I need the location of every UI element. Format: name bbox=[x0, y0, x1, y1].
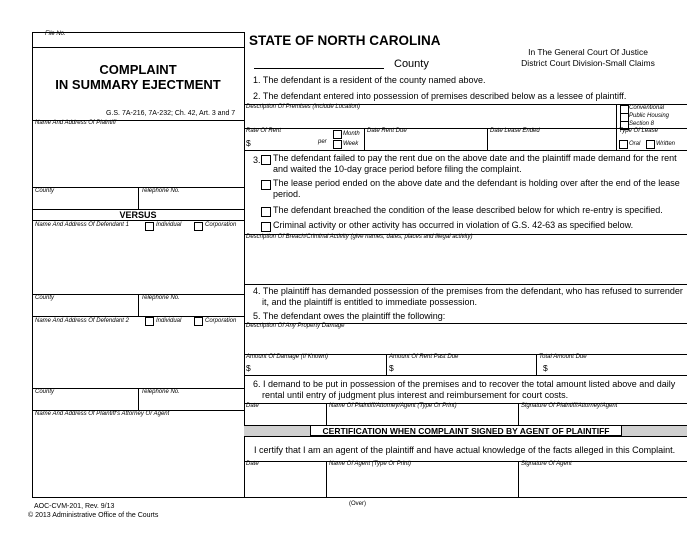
amount-damage-label: Amount Of Damage (If Known) bbox=[246, 354, 329, 360]
oral-label: Oral bbox=[629, 141, 641, 147]
section8-label: Section 8 bbox=[629, 121, 655, 127]
over-label: (Over) bbox=[349, 501, 366, 507]
item4-line1: 4. The plaintiff has demanded possession of the premises from the defendant, who has refused to surrender bbox=[253, 286, 683, 296]
plaintiff-name-print-label: Name Of Plaintiff/Attorney/Agent (Type Or Print) bbox=[329, 403, 457, 409]
item3b-checkbox[interactable] bbox=[261, 180, 271, 190]
file-no-label: File No. bbox=[45, 31, 66, 37]
amount-rent-label: Amount Of Rent Past Due bbox=[389, 354, 459, 360]
month-checkbox[interactable] bbox=[333, 130, 342, 139]
item3a-line2: and waited the 10-day grace period before filing the complaint. bbox=[273, 164, 522, 174]
plaintiff-name-label: Name And Address Of Plaintiff bbox=[35, 120, 116, 126]
certification-text: I certify that I am an agent of the plaintiff and have actual knowledge of the facts alleged in this Complaint. bbox=[254, 445, 676, 455]
plaintiff-date-label: Date bbox=[246, 403, 259, 409]
versus-label: VERSUS bbox=[119, 210, 157, 220]
breach-description-label: Description Of Breach/Criminal Activity (give names, dates, places and illegal activity) bbox=[246, 234, 473, 240]
defendant1-telephone-label: Telephone No. bbox=[141, 295, 180, 301]
item3c-checkbox[interactable] bbox=[261, 207, 271, 217]
date-rent-due-label: Date Rent Due bbox=[367, 128, 407, 134]
form-title-line2: IN SUMMARY EJECTMENT bbox=[55, 77, 221, 92]
item3a-checkbox[interactable] bbox=[261, 155, 271, 165]
state-heading: STATE OF NORTH CAROLINA bbox=[249, 33, 441, 48]
item3c-text: The defendant breached the condition of the lease described below for which re-entry is specified. bbox=[273, 205, 663, 215]
defendant2-corporation-label: Corporation bbox=[205, 318, 237, 324]
week-label: Week bbox=[343, 141, 359, 147]
court-line1: In The General Court Of Justice bbox=[528, 47, 648, 57]
plaintiff-signature-label: Signature Of Plaintiff/Attorney/Agent bbox=[521, 403, 618, 409]
defendant2-label: Name And Address Of Defendant 2 bbox=[35, 318, 129, 324]
item6-line2: rental until entry of judgment plus interest and reimbursement for court costs. bbox=[262, 390, 569, 400]
defendant2-telephone-label: Telephone No. bbox=[141, 389, 180, 395]
item3-number: 3. bbox=[253, 155, 261, 165]
item3d-checkbox[interactable] bbox=[261, 222, 271, 232]
attorney-label: Name And Address Of Plaintiff's Attorney Or Agent bbox=[35, 411, 170, 417]
item2-text: 2. The defendant entered into possession of premises described below as a lessee of plaintiff. bbox=[253, 91, 627, 101]
agent-date-label: Date bbox=[246, 461, 259, 467]
breach-description-field[interactable] bbox=[245, 243, 687, 283]
defendant2-individual-label: Individual bbox=[156, 318, 182, 324]
plaintiff-telephone-label: Telephone No. bbox=[141, 188, 180, 194]
defendant1-corporation-checkbox[interactable] bbox=[194, 222, 203, 231]
plaintiff-county-label: County bbox=[35, 188, 55, 194]
item3b-line1: The lease period ended on the above date and the defendant is holding over after the end of the lease bbox=[273, 178, 680, 188]
statute-reference: G.S. 7A-216, 7A-232; Ch. 42, Art. 3 and 7 bbox=[106, 110, 236, 117]
item4-line2: it, and the plaintiff is entitled to immediate possession. bbox=[262, 297, 477, 307]
total-amount-label: Total Amount Due bbox=[539, 354, 587, 360]
defendant2-county-label: County bbox=[35, 389, 55, 395]
agent-name-label: Name Of Agent (Type Or Print) bbox=[329, 461, 412, 467]
defendant1-individual-label: Individual bbox=[156, 222, 182, 228]
property-damage-label: Description Of Any Property Damage bbox=[246, 323, 345, 329]
date-lease-ended-label: Date Lease Ended bbox=[490, 128, 540, 134]
rent-dollar-sign: $ bbox=[246, 138, 251, 148]
form-number: AOC-CVM-201, Rev. 9/13 bbox=[34, 503, 115, 510]
court-line2: District Court Division-Small Claims bbox=[521, 58, 655, 68]
written-label: Written bbox=[656, 141, 676, 147]
defendant1-label: Name And Address Of Defendant 1 bbox=[35, 222, 129, 228]
property-damage-field[interactable] bbox=[245, 331, 687, 353]
rent-per-label: per bbox=[318, 139, 327, 145]
item3b-line2: period. bbox=[273, 189, 301, 199]
month-label: Month bbox=[343, 131, 360, 137]
total-dollar-sign: $ bbox=[543, 363, 548, 373]
agent-signature-label: Signature Of Agent bbox=[521, 461, 572, 467]
rent-due-dollar-sign: $ bbox=[389, 363, 394, 373]
defendant2-corporation-checkbox[interactable] bbox=[194, 317, 203, 326]
item6-line1: 6. I demand to be put in possession of the premises and to recover the total amount listed above and daily bbox=[253, 379, 676, 389]
item3a-line1: The defendant failed to pay the rent due on the above date and the plaintiff made demand for the rent bbox=[273, 153, 677, 163]
defendant1-corporation-label: Corporation bbox=[205, 222, 237, 228]
defendant2-individual-checkbox[interactable] bbox=[145, 317, 154, 326]
premises-label: Description Of Premises (Include Location) bbox=[246, 104, 361, 110]
public-housing-label: Public Housing bbox=[629, 113, 670, 119]
form-title-line1: COMPLAINT bbox=[99, 62, 177, 77]
plaintiff-name-field[interactable] bbox=[32, 128, 244, 186]
certification-title: CERTIFICATION WHEN COMPLAINT SIGNED BY AGENT OF PLAINTIFF bbox=[310, 425, 622, 436]
type-of-lease-label: Type Of Lease bbox=[619, 128, 658, 134]
week-checkbox[interactable] bbox=[333, 140, 342, 149]
defendant1-county-label: County bbox=[35, 295, 55, 301]
copyright-notice: © 2013 Administrative Office of the Courts bbox=[28, 512, 159, 519]
written-checkbox[interactable] bbox=[646, 140, 655, 149]
conventional-label: Conventional bbox=[629, 105, 665, 111]
item1-text: 1. The defendant is a resident of the county named above. bbox=[253, 75, 486, 85]
oral-checkbox[interactable] bbox=[619, 140, 628, 149]
damage-dollar-sign: $ bbox=[246, 363, 251, 373]
county-label: County bbox=[394, 58, 429, 70]
item3d-text: Criminal activity or other activity has occurred in violation of G.S. 42-63 as specified below. bbox=[273, 220, 634, 230]
item5-text: 5. The defendant owes the plaintiff the following: bbox=[253, 311, 446, 321]
rate-of-rent-label: Rate Of Rent bbox=[246, 128, 282, 134]
defendant1-individual-checkbox[interactable] bbox=[145, 222, 154, 231]
